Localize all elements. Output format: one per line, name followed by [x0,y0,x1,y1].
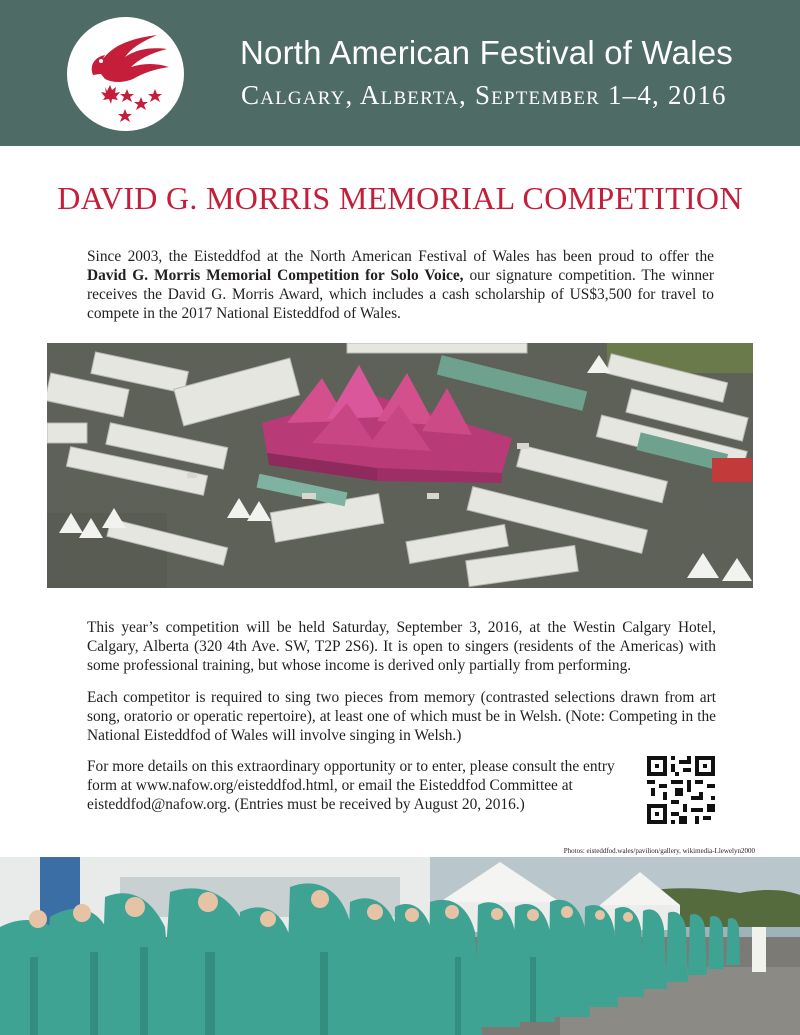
competition-details-paragraph: This year’s competition will be held Saturday, September 3, 2016, at the Westin Calgary Hotel, Calgary, Alberta (320 4th Ave. SW, T2P 2S6). It is open to singers (residents of the Americas) with some professional training, but whose income is derived only partially from performing. [87,619,716,674]
intro-bold-competition-name: David G. Morris Memorial Competition for Solo Voice, [87,267,464,284]
intro-paragraph [87,247,714,323]
competition-title: DAVID G. MORRIS MEMORIAL COMPETITION [57,180,743,216]
requirements-paragraph: Each competitor is required to sing two pieces from memory (contrasted selections drawn from art song, oratorio or operatic repertoire), at least one of which must be in Welsh. (Note: Competing in the National Eisteddfod of Wales will involve singing in Welsh.) [87,689,716,744]
contact-paragraph: For more details on this extraordinary opportunity or to enter, please consult the entry form at www.nafow.org/eisteddfod.html, or email the Eisteddfod Committee at eisteddfod@nafow.org. (Entries must be received by August 20, 2016.) [87,758,615,813]
intro-text-2: our signature competition. The winner receives the David G. Morris Award, which includes a cash scholarship of US$3,500 for travel to compete in the 2017 National Eisteddfod of Wales. [87,267,714,322]
dragon-maple-leaf-icon [67,17,184,131]
aerial-eisteddfod-photo [47,343,753,588]
festival-location-dates: Calgary, Alberta, September 1–4, 2016 [241,80,727,110]
photo-credit: Photos: eisteddfod.wales/pavilion/gallery, wikimedia-Llewelyn2000 [563,847,755,855]
festival-title: North American Festival of Wales [240,34,734,71]
festival-logo [67,17,184,131]
festival-header [0,0,800,146]
qr-code-icon[interactable] [647,756,715,824]
intro-text-1: Since 2003, the Eisteddfod at the North American Festival of Wales has been proud to offer the [87,248,714,265]
druid-procession-photo [0,857,800,1035]
